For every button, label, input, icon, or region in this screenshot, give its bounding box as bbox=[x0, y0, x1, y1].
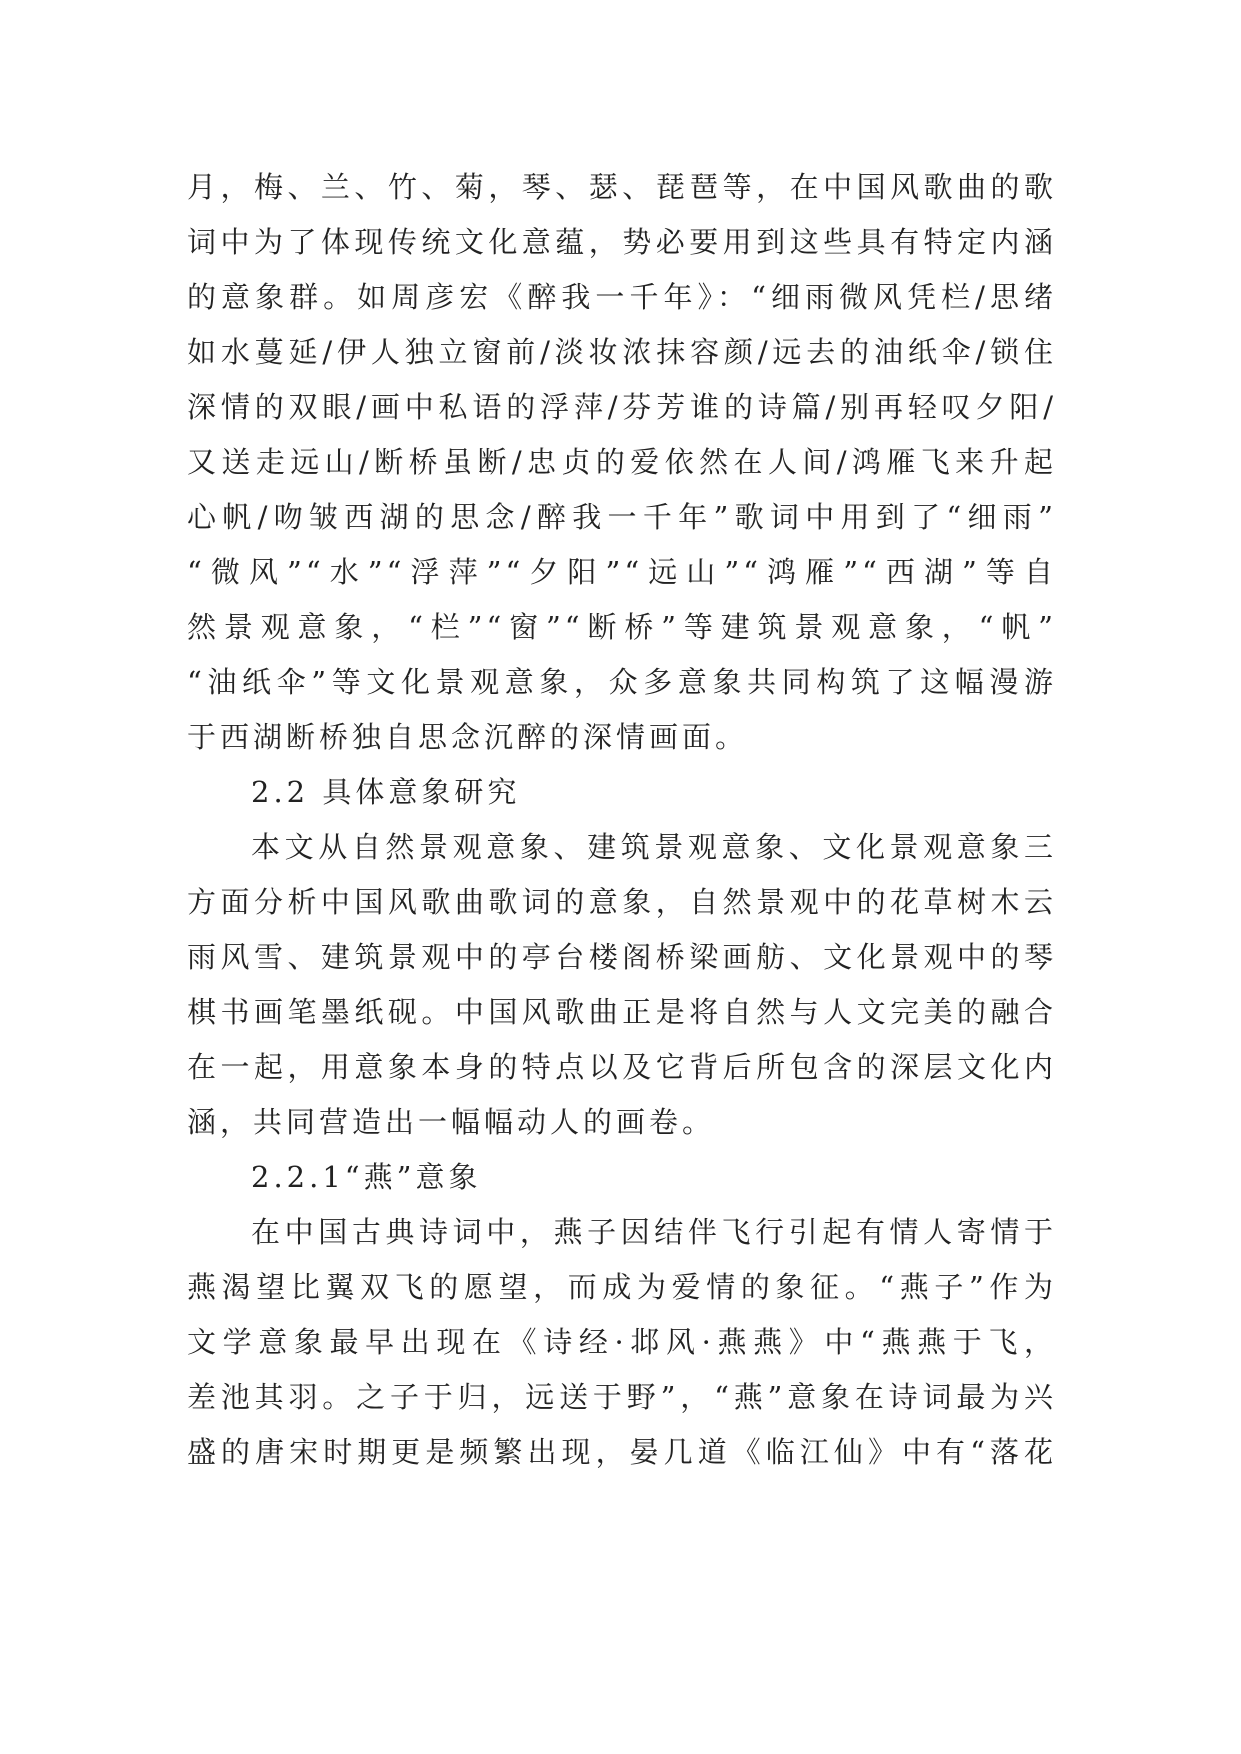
text-line: 月，梅、兰、竹、菊，琴、瑟、琵琶等，在中国风歌曲的歌 bbox=[187, 170, 1057, 204]
subsection-heading: 2.2.1“燕”意象 bbox=[251, 1160, 482, 1194]
text-line: 涵，共同营造出一幅幅动人的画卷。 bbox=[187, 1105, 716, 1139]
text-line: 方面分析中国风歌曲歌词的意象，自然景观中的花草树木云 bbox=[187, 885, 1057, 919]
paragraph-first-line: 本文从自然景观意象、建筑景观意象、文化景观意象三 bbox=[251, 830, 1057, 864]
text-line: “微风”“水”“浮萍”“夕阳”“远山”“鸿雁”“西湖”等自 bbox=[187, 555, 1057, 589]
section-heading: 2.2 具体意象研究 bbox=[251, 775, 521, 809]
text-line: 差池其羽。之子于归，远送于野”，“燕”意象在诗词最为兴 bbox=[187, 1380, 1057, 1414]
text-line: 词中为了体现传统文化意蕴，势必要用到这些具有特定内涵 bbox=[187, 225, 1057, 259]
text-line: 心帆/吻皱西湖的思念/醉我一千年”歌词中用到了“细雨” bbox=[187, 500, 1057, 534]
text-line: 于西湖断桥独自思念沉醉的深情画面。 bbox=[187, 720, 749, 754]
text-line: 雨风雪、建筑景观中的亭台楼阁桥梁画舫、文化景观中的琴 bbox=[187, 940, 1057, 974]
body-text bbox=[187, 160, 1057, 1480]
text-line: 文学意象最早出现在《诗经·邶风·燕燕》中“燕燕于飞， bbox=[187, 1325, 1057, 1359]
text-line: 燕渴望比翼双飞的愿望，而成为爱情的象征。“燕子”作为 bbox=[187, 1270, 1057, 1304]
text-line: 盛的唐宋时期更是频繁出现，晏几道《临江仙》中有“落花 bbox=[187, 1435, 1057, 1469]
text-line: “油纸伞”等文化景观意象，众多意象共同构筑了这幅漫游 bbox=[187, 665, 1057, 699]
text-line: 如水蔓延/伊人独立窗前/淡妆浓抹容颜/远去的油纸伞/锁住 bbox=[187, 335, 1057, 369]
text-line: 然景观意象，“栏”“窗”“断桥”等建筑景观意象，“帆” bbox=[187, 610, 1057, 644]
text-line: 又送走远山/断桥虽断/忠贞的爱依然在人间/鸿雁飞来升起 bbox=[187, 445, 1057, 479]
text-line: 深情的双眼/画中私语的浮萍/芬芳谁的诗篇/别再轻叹夕阳/ bbox=[187, 390, 1057, 424]
paragraph-first-line: 在中国古典诗词中，燕子因结伴飞行引起有情人寄情于 bbox=[251, 1215, 1057, 1249]
text-line: 在一起，用意象本身的特点以及它背后所包含的深层文化内 bbox=[187, 1050, 1057, 1084]
text-line: 棋书画笔墨纸砚。中国风歌曲正是将自然与人文完美的融合 bbox=[187, 995, 1057, 1029]
text-line: 的意象群。如周彦宏《醉我一千年》：“细雨微风凭栏/思绪 bbox=[187, 280, 1057, 314]
